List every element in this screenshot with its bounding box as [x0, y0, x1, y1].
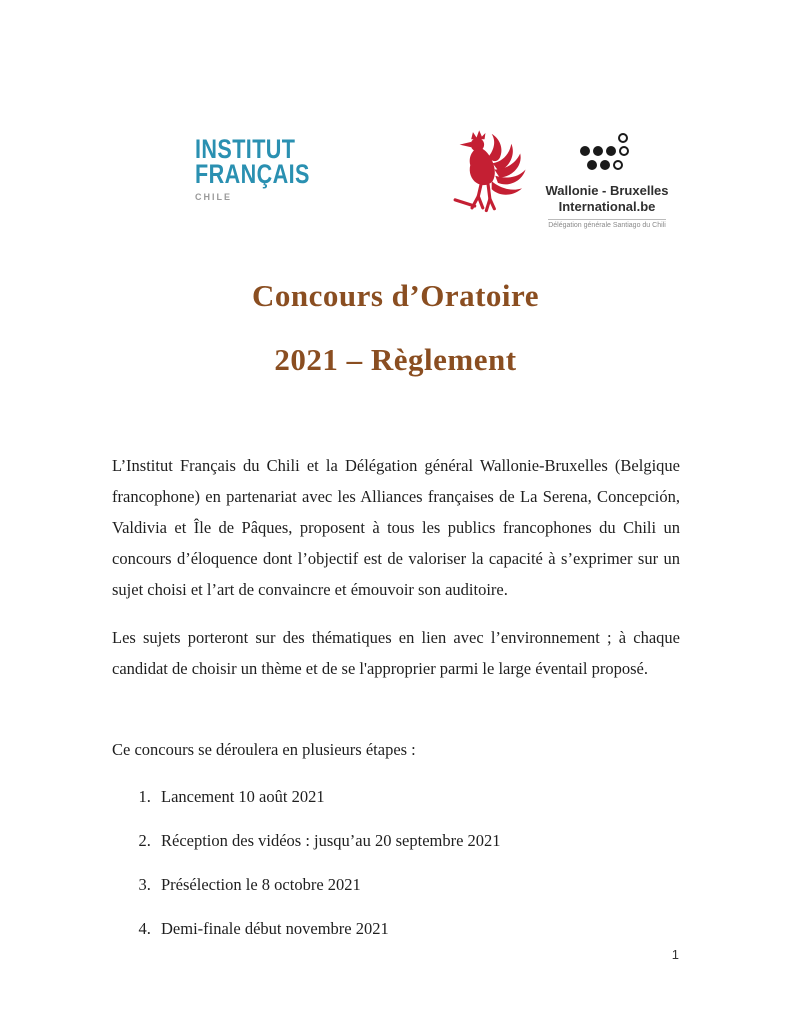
paragraph-introduction: L’Institut Français du Chili et la Délégation général Wallonie-Bruxelles (Belgique francophone) en partenariat avec les Alliances françaises de La Serena, Concepción, Valdivia et Île de Pâques, proposent à tous les publics francophones du Chili un concours d’éloquence dont l’objectif est de valoriser la capacité à s’exprimer sur un sujet choisi et l’art de convaincre et émouvoir son auditoire. — [112, 456, 680, 599]
step-item-3: 3. Présélection le 8 octobre 2021 — [155, 869, 680, 900]
institut-line: INSTITUT — [195, 134, 296, 164]
wbi-wordmark — [545, 183, 668, 216]
paragraph-steps-intro: Ce concours se déroulera en plusieurs étapes : — [112, 740, 416, 759]
walloon-rooster-icon — [448, 128, 530, 225]
wbi-delegation-label: Délégation générale Santiago du Chili — [548, 219, 666, 229]
wbi-dots-icon — [579, 132, 635, 177]
document-body — [112, 450, 680, 957]
step-item-1: 1. Lancement 10 août 2021 — [155, 781, 680, 812]
page-number: 1 — [671, 947, 679, 962]
wallonie-bruxelles-logo — [448, 128, 676, 229]
step-item-2: 2. Réception des vidéos : jusqu’au 20 septembre 2021 — [155, 825, 680, 856]
title-line-2: 2021 – Règlement — [274, 342, 517, 377]
title-line-1: Concours d’Oratoire — [251, 278, 540, 313]
document-title — [0, 278, 791, 378]
paragraph-themes: Les sujets porteront sur des thématiques en lien avec l’environnement ; à chaque candidat de choisir un thème et de se l'approprier parmi le large éventail proposé. — [112, 628, 680, 678]
wbi-line1: Wallonie - Bruxelles — [545, 183, 669, 198]
wbi-line2: International.be — [558, 199, 656, 215]
step-item-4: 4. Demi-finale début novembre 2021 — [155, 913, 680, 944]
institut-francais-wordmark — [195, 134, 310, 189]
steps-list — [112, 781, 680, 944]
francais-line: FRANÇAIS — [195, 158, 310, 189]
institut-francais-logo — [195, 134, 339, 202]
institut-chile-label: CHILE — [195, 191, 232, 202]
